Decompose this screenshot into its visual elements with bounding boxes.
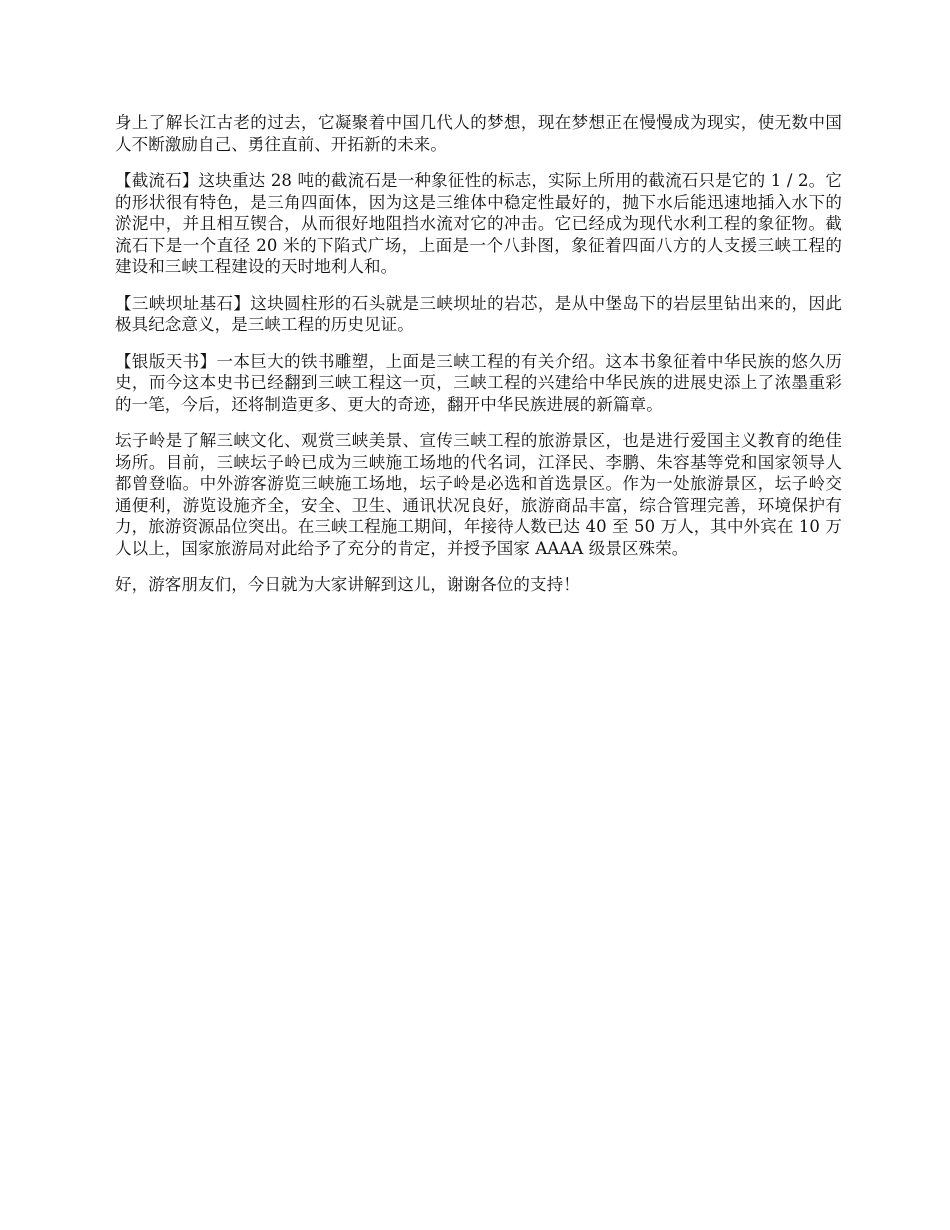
paragraph-closure-stone: 【截流石】这块重达 28 吨的截流石是一种象征性的标志，实际上所用的截流石只是它的 1 / 2。它的形状很有特色，是三角四面体，因为这是三维体中稳定性最好的，抛下水后能迅速地插入水下的淤泥中，并且相互锲合，从而很好地阻挡水流对它的冲击。它已经成为现代水利工程的象征物。截流石下是一个直径 20 米的下陷式广场，上面是一个八卦图，象征着四面八方的人支援三峡工程的建设和三峡工程建设的天时地利人和。: [115, 171, 842, 276]
paragraph-silver-book: 【银版天书】一本巨大的铁书雕塑，上面是三峡工程的有关介绍。这本书象征着中华民族的悠久历史，而今这本史书已经翻到三峡工程这一页，三峡工程的兴建给中华民族的进展史添上了浓墨重彩的一笔，今后，还将制造更多、更大的奇迹，翻开中华民族进展的新篇章。: [115, 351, 842, 414]
paragraph-dam-foundation-stone: 【三峡坝址基石】这块圆柱形的石头就是三峡坝址的岩芯，是从中堡岛下的岩层里钻出来的，因此极具纪念意义，是三峡工程的历史见证。: [115, 293, 842, 334]
document-body: [115, 112, 842, 611]
paragraph-tanziling: 坛子岭是了解三峡文化、观赏三峡美景、宣传三峡工程的旅游景区，也是进行爱国主义教育的绝佳场所。目前，三峡坛子岭已成为三峡施工场地的代名词，江泽民、李鹏、朱容基等党和国家领导人都曾登临。中外游客游览三峡施工场地，坛子岭是必选和首选景区。作为一处旅游景区，坛子岭交通便利，游览设施齐全，安全、卫生、通讯状况良好，旅游商品丰富，综合管理完善，环境保护有力，旅游资源品位突出。在三峡工程施工期间，年接待人数已达 40 至 50 万人，其中外宾在 10 万人以上，国家旅游局对此给予了充分的肯定，并授予国家 AAAA 级景区殊荣。: [115, 431, 842, 558]
paragraph-closing: 好，游客朋友们，今日就为大家讲解到这儿，谢谢各位的支持！: [115, 575, 580, 594]
paragraph-intro-continuation: 身上了解长江古老的过去，它凝聚着中国几代人的梦想，现在梦想正在慢慢成为现实，使无数中国人不断激励自己、勇往直前、开拓新的未来。: [115, 113, 842, 154]
